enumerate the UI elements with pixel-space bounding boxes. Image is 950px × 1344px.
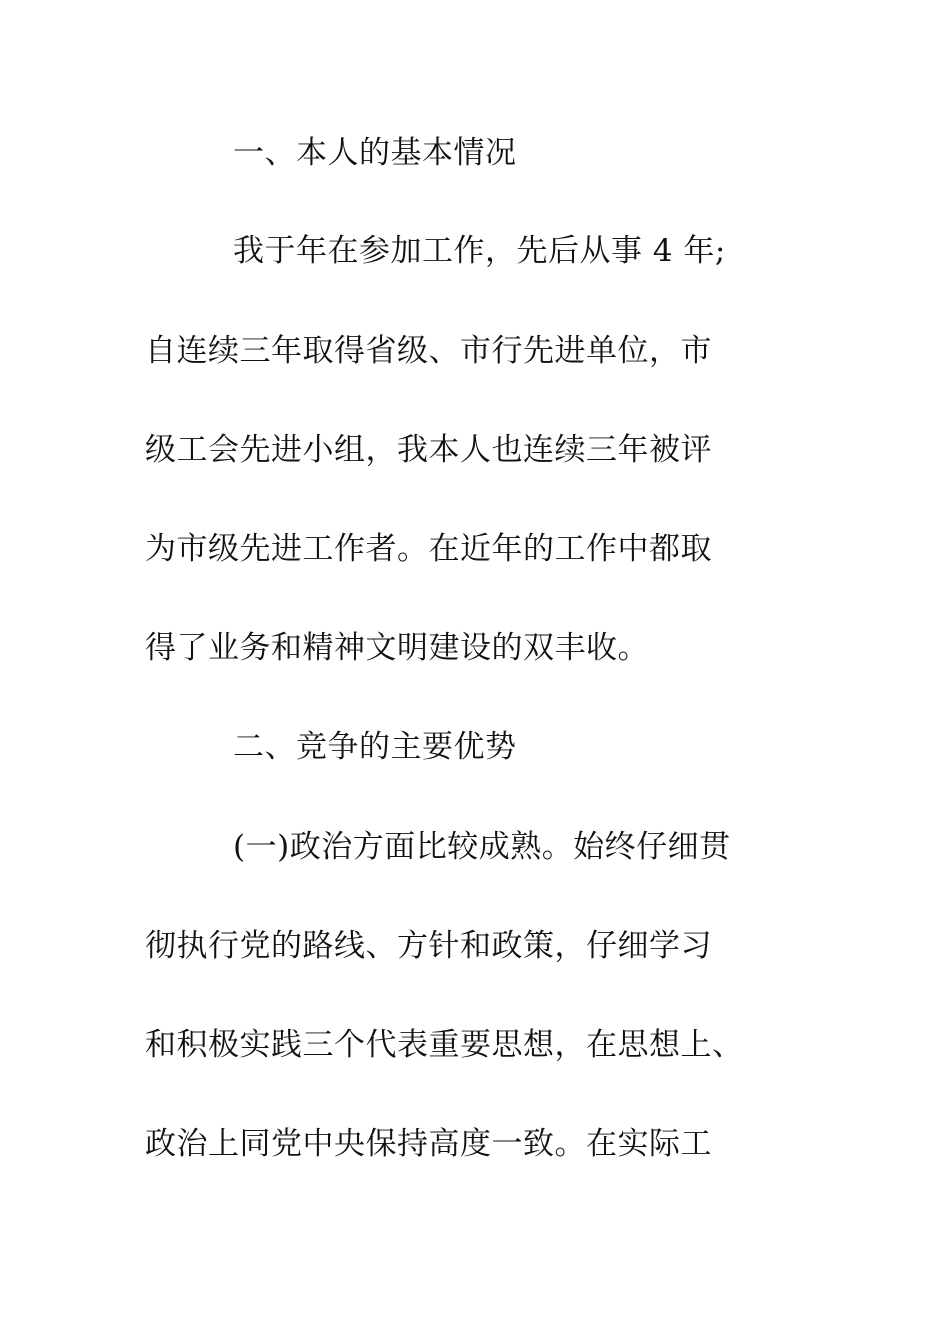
heading-main-advantages: 二、竞争的主要优势 [233, 729, 517, 765]
paragraph-line: 我于年在参加工作，先后从事 4 年; [233, 233, 726, 269]
paragraph-line: (一)政治方面比较成熟。始终仔细贯 [233, 829, 731, 865]
paragraph-line: 政治上同党中央保持高度一致。在实际工 [145, 1126, 712, 1162]
paragraph-line: 自连续三年取得省级、市行先进单位，市 [145, 333, 712, 369]
heading-basic-info: 一、本人的基本情况 [233, 135, 517, 171]
paragraph-line: 彻执行党的路线、方针和政策，仔细学习 [145, 928, 712, 964]
paragraph-line: 级工会先进小组，我本人也连续三年被评 [145, 432, 712, 468]
paragraph-line: 为市级先进工作者。在近年的工作中都取 [145, 531, 712, 567]
paragraph-line: 和积极实践三个代表重要思想，在思想上、 [145, 1027, 744, 1063]
paragraph-line: 得了业务和精神文明建设的双丰收。 [145, 630, 649, 666]
